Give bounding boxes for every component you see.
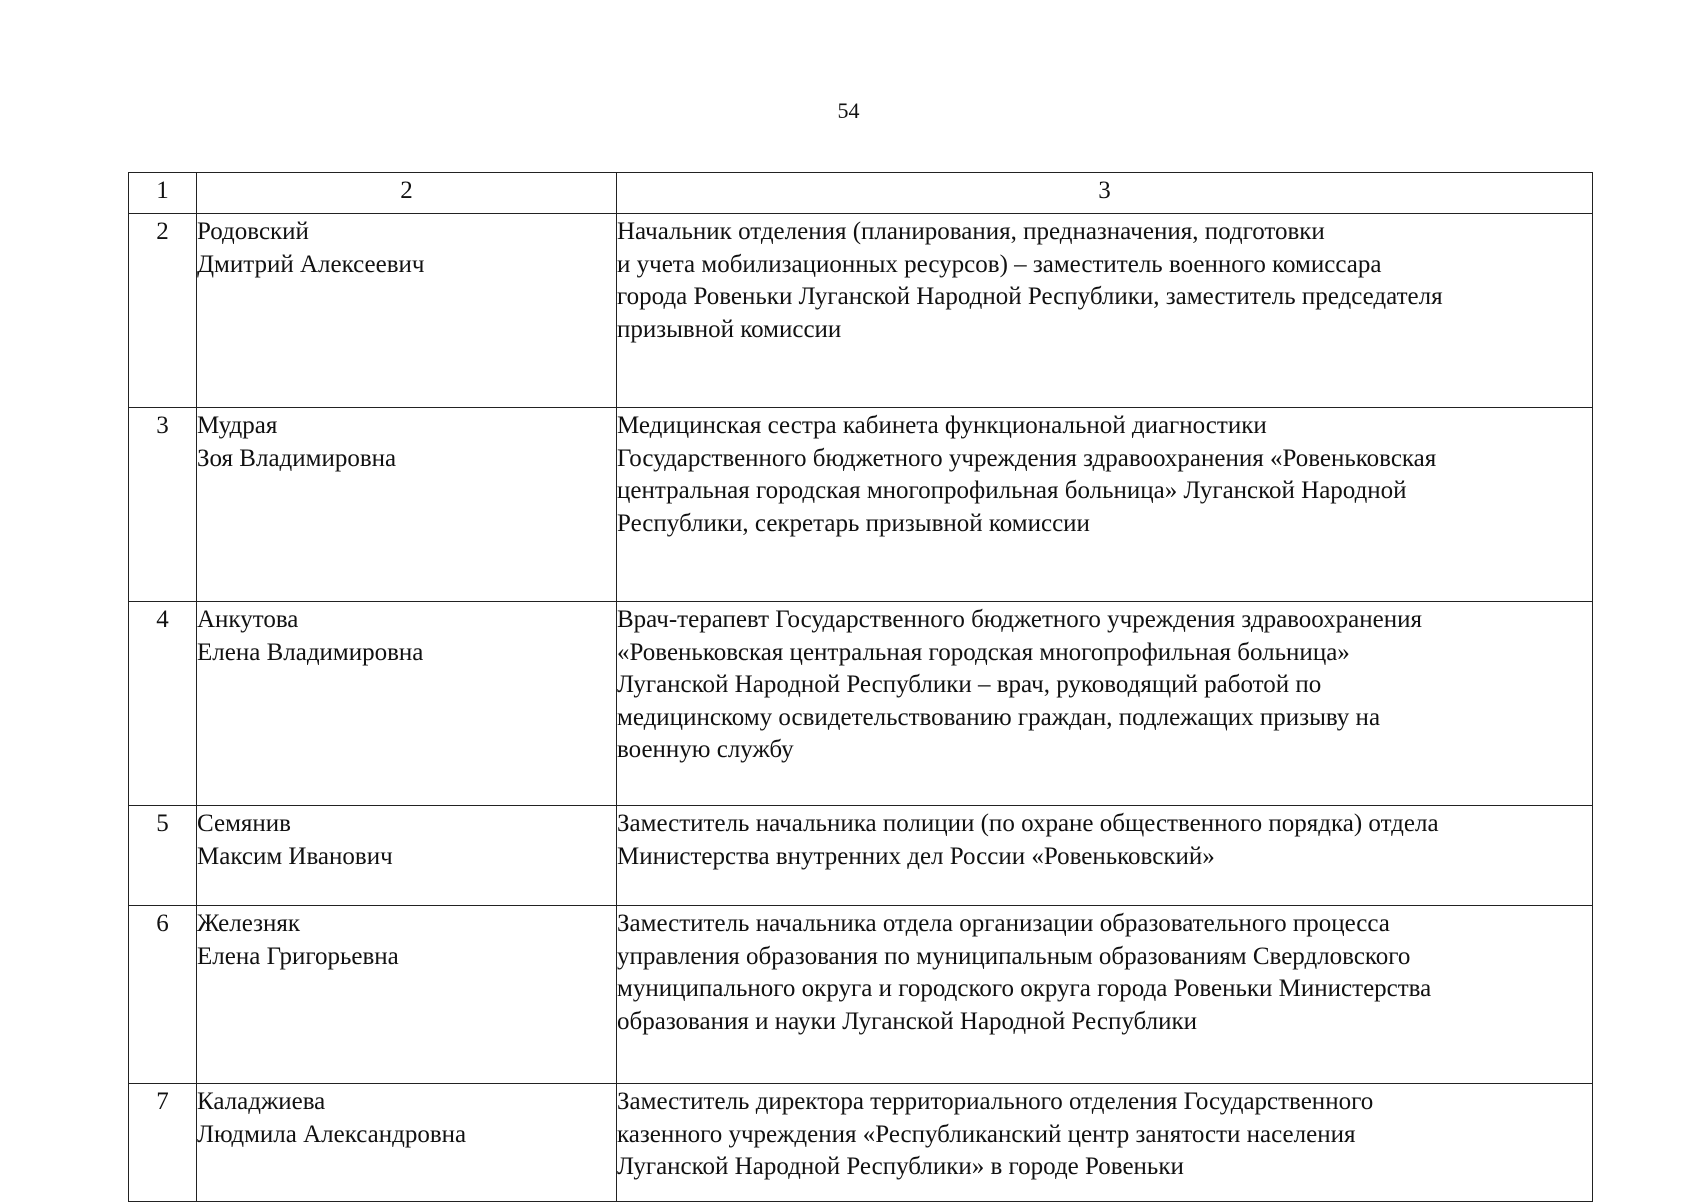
row-number: 3 [129, 408, 197, 602]
table-header-row [129, 173, 1593, 214]
member-surname: Железняк [197, 910, 301, 937]
position-line: Начальник отделения (планирования, предназначения, подготовки [617, 218, 1325, 245]
member-surname: Анкутова [197, 606, 299, 633]
position-line: казенного учреждения «Республиканский центр занятости населения [617, 1120, 1356, 1148]
position-line: «Ровеньковская центральная городская многопрофильная больница» [617, 638, 1350, 666]
position-line: центральная городская многопрофильная больница» Луганской Народной [617, 477, 1407, 504]
commission-members-table [128, 172, 1593, 1202]
member-position [617, 1084, 1593, 1202]
member-given-names: Зоя Владимировна [197, 444, 397, 472]
position-line: Республики, секретарь призывной комиссии [617, 509, 1090, 537]
table-row [129, 906, 1593, 1084]
table-row [129, 214, 1593, 408]
position-line: управления образования по муниципальным образованиям Свердловского [617, 942, 1411, 970]
member-surname: Родовский [197, 218, 309, 245]
position-line: Государственного бюджетного учреждения здравоохранения «Ровеньковская [617, 444, 1437, 472]
position-line: Министерства внутренних дел России «Ровеньковский» [617, 842, 1215, 870]
row-number: 4 [129, 602, 197, 806]
position-line: образования и науки Луганской Народной Республики [617, 1007, 1197, 1035]
position-line: Заместитель начальника отдела организации образовательного процесса [617, 910, 1390, 937]
member-name [197, 906, 617, 1084]
member-surname: Семянив [197, 810, 291, 837]
row-number: 6 [129, 906, 197, 1084]
position-line: военную службу [617, 736, 794, 763]
position-line: и учета мобилизационных ресурсов) – заместитель военного комиссара [617, 250, 1382, 278]
row-number: 7 [129, 1084, 197, 1202]
member-given-names: Людмила Александровна [197, 1120, 467, 1148]
member-position [617, 408, 1593, 602]
header-col-2: 2 [197, 173, 617, 214]
table-row [129, 1084, 1593, 1202]
position-line: Медицинская сестра кабинета функциональной диагностики [617, 412, 1267, 439]
table-row [129, 408, 1593, 602]
table-row [129, 806, 1593, 906]
position-line: Луганской Народной Республики – врач, руководящий работой по [617, 671, 1322, 698]
member-position [617, 602, 1593, 806]
member-name [197, 214, 617, 408]
member-given-names: Максим Иванович [197, 842, 393, 870]
header-col-1: 1 [129, 173, 197, 214]
member-name [197, 1084, 617, 1202]
position-line: Заместитель начальника полиции (по охране общественного порядка) отдела [617, 810, 1439, 837]
position-line: Заместитель директора территориального отделения Государственного [617, 1088, 1374, 1115]
member-position [617, 214, 1593, 408]
position-line: города Ровеньки Луганской Народной Республики, заместитель председателя [617, 283, 1443, 310]
position-line: Врач-терапевт Государственного бюджетного учреждения здравоохранения [617, 606, 1423, 633]
member-name [197, 806, 617, 906]
member-position [617, 806, 1593, 906]
member-name [197, 602, 617, 806]
position-line: призывной комиссии [617, 315, 842, 343]
member-given-names: Елена Григорьевна [197, 942, 399, 970]
position-line: медицинскому освидетельствованию граждан, подлежащих призыву на [617, 703, 1381, 731]
row-number: 5 [129, 806, 197, 906]
member-surname: Каладжиева [197, 1088, 326, 1115]
member-surname: Мудрая [197, 412, 278, 439]
header-col-3: 3 [617, 173, 1593, 214]
member-position [617, 906, 1593, 1084]
position-line: Луганской Народной Республики» в городе Ровеньки [617, 1153, 1184, 1180]
table-row [129, 602, 1593, 806]
member-given-names: Елена Владимировна [197, 638, 424, 666]
page-number: 54 [837, 98, 860, 123]
position-line: муниципального округа и городского округа города Ровеньки Министерства [617, 975, 1432, 1002]
member-given-names: Дмитрий Алексеевич [197, 250, 425, 278]
row-number: 2 [129, 214, 197, 408]
member-name [197, 408, 617, 602]
